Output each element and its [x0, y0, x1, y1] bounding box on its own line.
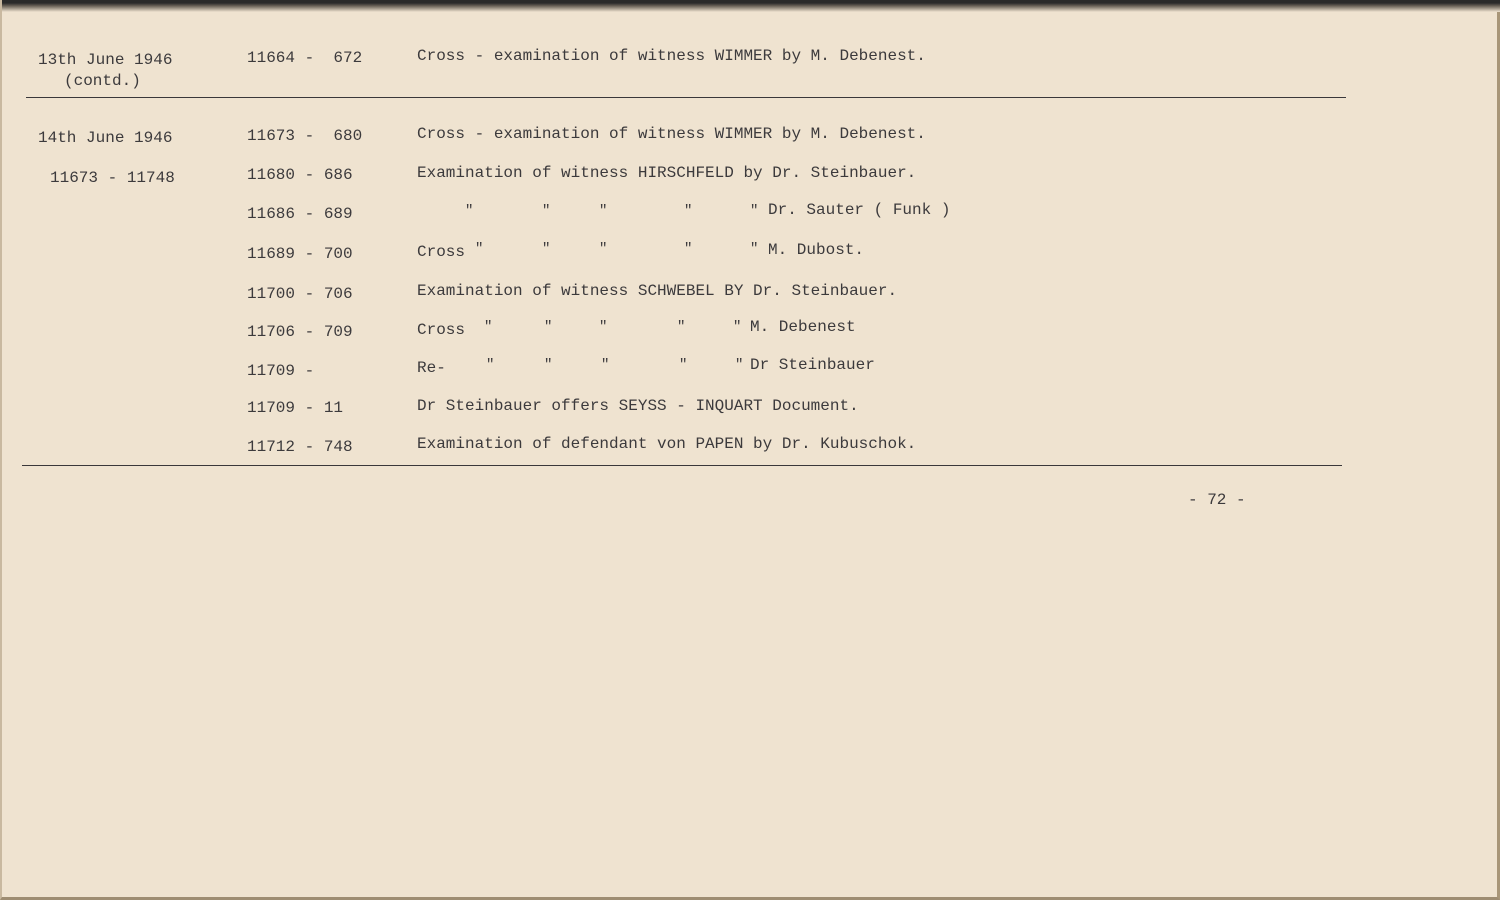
entry-text: M. Dubost. [768, 241, 865, 259]
ditto-mark: " [544, 357, 553, 373]
entry-pages: 11709 - [247, 362, 315, 380]
ditto-mark: " [750, 241, 759, 257]
entry-text: Dr. Sauter ( Funk ) [768, 201, 951, 219]
section1-entry-text: Cross - examination of witness WIMMER by M. Debenest. [417, 47, 926, 65]
ditto-mark: " [735, 357, 744, 373]
ditto-mark: " [684, 203, 693, 219]
entry-text: Examination of witness SCHWEBEL BY Dr. Steinbauer. [417, 282, 898, 300]
ditto-mark: " [733, 319, 742, 335]
section2-date: 14th June 1946 [38, 129, 173, 147]
ditto-mark: " [599, 319, 608, 335]
entry-pages: 11706 - 709 [247, 323, 353, 341]
ditto-mark: " [677, 319, 686, 335]
entry-text: Dr Steinbauer offers SEYSS - INQUART Document. [417, 397, 859, 415]
section1-date: 13th June 1946 [38, 51, 173, 69]
ditto-mark: " [465, 203, 474, 219]
entry-text: Examination of witness HIRSCHFELD by Dr. Steinbauer. [417, 164, 917, 182]
entry-pages: 11700 - 706 [247, 285, 353, 303]
section1-date-note: (contd.) [64, 72, 141, 90]
entry-pages: 11680 - 686 [247, 166, 353, 184]
entry-text-lead: Cross [417, 321, 466, 339]
section1-entry-pages: 11664 - 672 [247, 49, 363, 67]
section-divider-rule [26, 97, 1346, 98]
page-number: - 72 - [1188, 491, 1246, 509]
ditto-mark: " [486, 357, 495, 373]
section2-range: 11673 - 11748 [50, 169, 175, 187]
entry-text: Cross - examination of witness WIMMER by M. Debenest. [417, 125, 926, 143]
card-top-edge [2, 0, 1500, 12]
ditto-mark: " [750, 203, 759, 219]
ditto-mark: " [599, 203, 608, 219]
entry-pages: 11712 - 748 [247, 438, 353, 456]
ditto-mark: " [542, 241, 551, 257]
entry-pages: 11686 - 689 [247, 205, 353, 223]
entry-pages: 11689 - 700 [247, 245, 353, 263]
entry-pages: 11709 - 11 [247, 399, 344, 417]
ditto-mark: " [601, 357, 610, 373]
entry-text: M. Debenest [750, 318, 856, 336]
ditto-mark: " [484, 319, 493, 335]
entry-text-lead: Cross [417, 243, 466, 261]
entry-text-lead: Re- [417, 359, 446, 377]
ditto-mark: " [542, 203, 551, 219]
entry-text: Examination of defendant von PAPEN by Dr. Kubuschok. [417, 435, 917, 453]
ditto-mark: " [544, 319, 553, 335]
ditto-mark: " [599, 241, 608, 257]
section-end-rule [22, 465, 1342, 466]
entry-pages: 11673 - 680 [247, 127, 363, 145]
ditto-mark: " [475, 241, 484, 257]
ditto-mark: " [684, 241, 693, 257]
entry-text: Dr Steinbauer [750, 356, 875, 374]
ditto-mark: " [679, 357, 688, 373]
